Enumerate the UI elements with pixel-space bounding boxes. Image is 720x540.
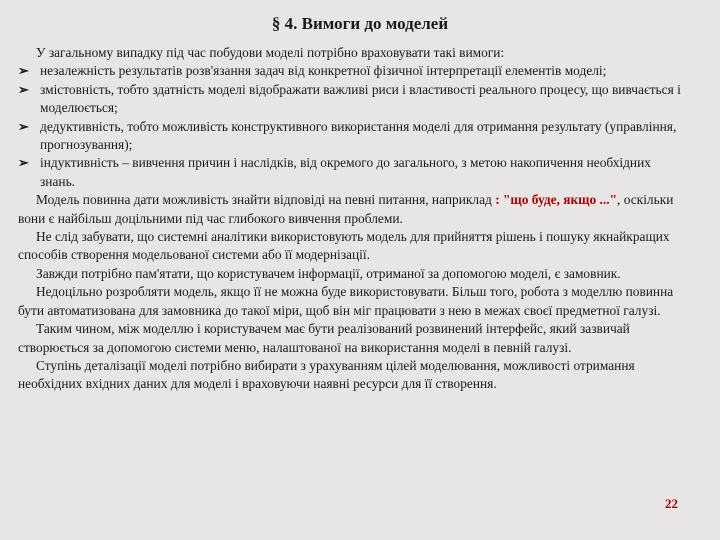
bullet-text: дедуктивність, тобто можливість конструктивного використання моделі для отримання результату (управління, прогнозування); <box>40 118 677 153</box>
customer-paragraph: Завжди потрібно пам'ятати, що користувачем інформації, отриманої за допомогою моделі, є замовник. <box>36 265 621 281</box>
arrow-bullet-icon: ➢ <box>18 118 29 134</box>
automation-paragraph: Недоцільно розробляти модель, якщо її не можна буде використовувати. Більш того, робота з моделлю повинна бути автоматизована для замовника до такої міри, щоб він міг працювати з нею в межах своєї предметної галузі. <box>18 284 674 318</box>
interface-paragraph: Таким чином, між моделлю і користувачем має бути реалізований розвинений інтерфейс, який зазвичай створюється за допомогою системи меню, налаштованої на використання моделі в певній галузі. <box>18 321 630 355</box>
intro-paragraph: У загальному випадку під час побудови моделі потрібно враховувати такі вимоги: <box>36 45 505 60</box>
requirements-list <box>18 62 682 191</box>
arrow-bullet-icon: ➢ <box>18 81 29 97</box>
list-item <box>18 62 682 80</box>
detail-level-paragraph: Ступінь деталізації моделі потрібно вибирати з урахуванням цілей моделювання, можливості отримання необхідних вхідних даних для моделі і враховуючи наявні ресурси для її створення. <box>18 357 635 392</box>
what-if-highlight: : "що буде, якщо ..." <box>495 192 618 208</box>
page-title: § 4. Вимоги до моделей <box>271 14 449 33</box>
para1-text-start: Модель повинна дати можливість знайти відповіді на певні питання, наприклад <box>36 192 496 208</box>
model-questions-paragraph <box>18 191 682 228</box>
bullet-text: індуктивність – вивчення причин і наслідків, від окремого до загального, з метою накопичення необхідних знань. <box>40 155 651 189</box>
list-item <box>18 118 682 155</box>
list-item <box>18 154 682 191</box>
analysts-paragraph: Не слід забувати, що системні аналітики використовують модель для прийняття рішень і пошуку якнайкращих способів створення модельованої системи або її модернізації. <box>18 229 670 263</box>
arrow-bullet-icon: ➢ <box>18 155 29 171</box>
slide-content <box>18 44 682 394</box>
para1-text-end: , оскільки вони є найбільш доцільними під час глибокого вивчення проблеми. <box>18 192 674 226</box>
bullet-text: змістовність, тобто здатність моделі відображати важливі риси і властивості реального процесу, що вивчається і моделюється; <box>40 81 681 116</box>
list-item <box>18 81 682 118</box>
arrow-bullet-icon: ➢ <box>18 63 29 79</box>
bullet-text: незалежність результатів розв'язання задач від конкретної фізичної інтерпретації елементів моделі; <box>40 63 607 79</box>
page-number: 22 <box>665 496 678 511</box>
